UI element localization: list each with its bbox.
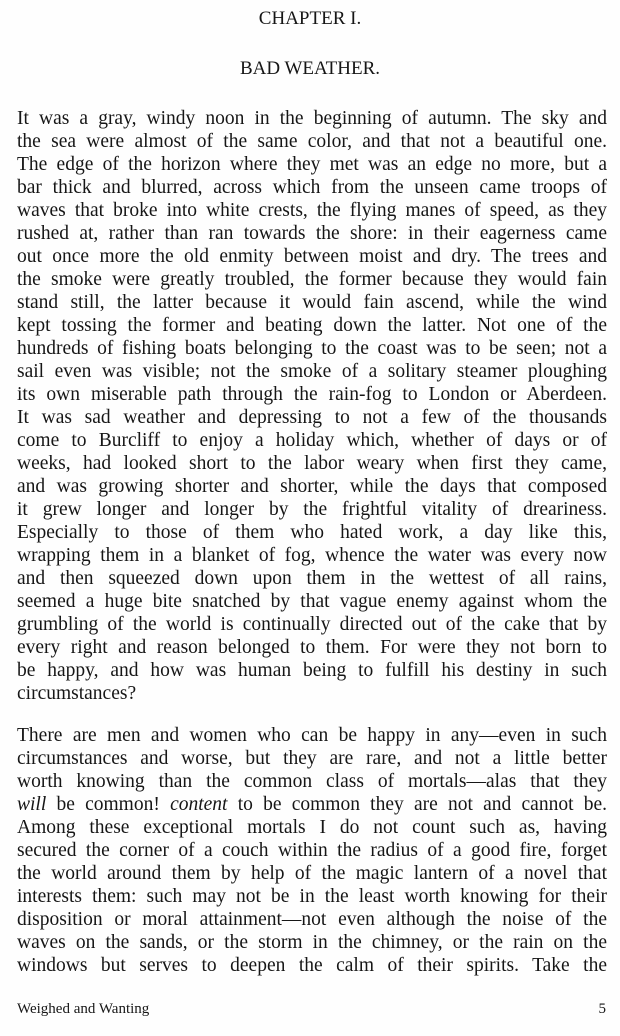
text-line: Especially to those of them who hated work, a day like this, xyxy=(17,522,607,543)
text-line: interests them: such may not be in the least worth knowing for their xyxy=(17,886,607,907)
text-line: Among these exceptional mortals I do not count such as, having xyxy=(17,817,607,838)
text-line: kept tossing the former and beating down the latter. Not one of the xyxy=(17,315,607,336)
text-line: weeks, had looked short to the labor weary when first they came, xyxy=(17,453,607,474)
text-line: wrapping them in a blanket of fog, whence the water was every now xyxy=(17,545,607,566)
text-line: rushed at, rather than ran towards the shore: in their eagerness came xyxy=(17,223,607,244)
text-line: circumstances? xyxy=(17,683,137,704)
text-line: There are men and women who can be happy in any—even in such xyxy=(17,725,607,746)
text-line: waves that broke into white crests, the flying manes of speed, as they xyxy=(17,200,607,221)
text-fragment: be common! xyxy=(46,794,171,815)
text-line: bar thick and blurred, across which from the unseen came troops of xyxy=(17,177,607,198)
text-line: be happy, and how was human being to fulfill his destiny in such xyxy=(17,660,607,681)
text-line: windows but serves to deepen the calm of their spirits. Take the xyxy=(17,955,607,976)
text-line: disposition or moral attainment—not even although the noise of the xyxy=(17,909,607,930)
page-number: 5 xyxy=(598,1001,606,1017)
text-line: waves on the sands, or the storm in the chimney, or the rain on the xyxy=(17,932,607,953)
text-line: It was sad weather and depressing to not a few of the thousands xyxy=(17,407,607,428)
text-line: and was growing shorter and shorter, while the days that composed xyxy=(17,476,607,497)
text-line: every right and reason belonged to them. For were they not born to xyxy=(17,637,607,658)
text-line: seemed a huge bite snatched by that vague enemy against whom the xyxy=(17,591,607,612)
chapter-title: BAD WEATHER. xyxy=(239,58,381,79)
text-fragment: to be common they are not and cannot be. xyxy=(227,794,607,815)
text-line: come to Burcliff to enjoy a holiday which, whether of days or of xyxy=(17,430,607,451)
text-line: worth knowing than the common class of mortals—alas that they xyxy=(17,771,607,792)
text-line xyxy=(17,793,607,816)
paragraph-2 xyxy=(17,724,607,977)
text-line: the smoke were greatly troubled, the former because they would fain xyxy=(17,269,607,290)
text-line: out once more the old enmity between moist and dry. The trees and xyxy=(17,246,607,267)
chapter-heading: CHAPTER I. xyxy=(258,8,362,29)
text-line: the sea were almost of the same color, and that not a beautiful one. xyxy=(17,131,607,152)
text-line: secured the corner of a couch within the radius of a good fire, forget xyxy=(17,840,607,861)
text-line: circumstances and worse, but they are rare, and not a little better xyxy=(17,748,607,769)
text-line: hundreds of fishing boats belonging to the coast was to be seen; not a xyxy=(17,338,607,359)
running-footer-title: Weighed and Wanting xyxy=(17,1001,150,1017)
text-line: stand still, the latter because it would fain ascend, while the wind xyxy=(17,292,607,313)
text-line: It was a gray, windy noon in the beginning of autumn. The sky and xyxy=(17,108,607,129)
paragraph-1 xyxy=(17,107,607,705)
emphasis-content: content xyxy=(170,794,228,815)
text-line: and then squeezed down upon them in the wettest of all rains, xyxy=(17,568,607,589)
text-line: grumbling of the world is continually directed out of the cake that by xyxy=(17,614,607,635)
text-line: the world around them by help of the magic lantern of a novel that xyxy=(17,863,607,884)
text-line: sail even was visible; not the smoke of a solitary steamer ploughing xyxy=(17,361,607,382)
text-line: The edge of the horizon where they met was an edge no more, but a xyxy=(17,154,607,175)
text-line: its own miserable path through the rain-fog to London or Aberdeen. xyxy=(17,384,607,405)
text-line: it grew longer and longer by the frightful vitality of dreariness. xyxy=(17,499,607,520)
emphasis-will: will xyxy=(17,794,47,815)
